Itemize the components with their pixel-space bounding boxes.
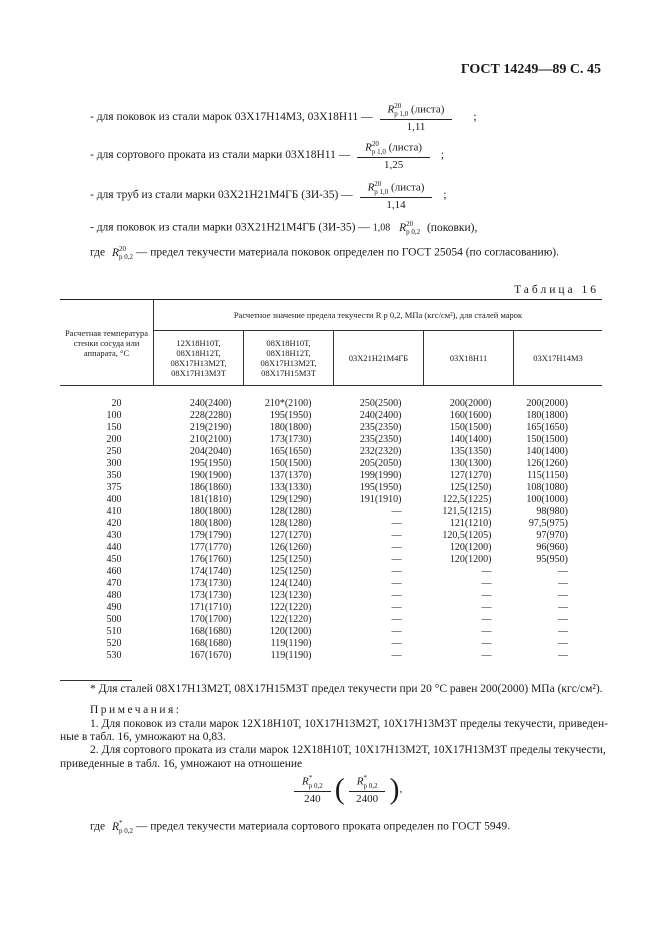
value-cell: 240(2400) [189, 398, 232, 409]
value-cell: 150(1500) [449, 422, 492, 433]
value-cell: 235(2350) [359, 434, 402, 445]
value-cell: 195(1950) [359, 482, 402, 493]
num-suffix: (листа) [391, 181, 425, 194]
value-cell: — [391, 554, 402, 565]
value-cell: 174(1740) [189, 566, 232, 577]
temperature-cell: 375 [106, 482, 122, 493]
value-cell: 186(1860) [189, 482, 232, 493]
value-cell: 127(1270) [269, 530, 312, 541]
yield-strength-table [60, 299, 602, 662]
r-symbol: R [365, 141, 372, 154]
value-cell: — [558, 566, 568, 577]
value-cell: 167(1670) [189, 650, 232, 661]
value-cell: 171(1710) [189, 602, 232, 613]
fraction-2 [357, 140, 430, 171]
table-row [60, 410, 602, 422]
value-cell: 108(1080) [526, 482, 568, 493]
left-paren: ( [334, 772, 345, 806]
temperature-cell: 510 [106, 626, 122, 637]
value-cell: 122(1220) [269, 602, 312, 613]
value-cell: — [391, 590, 402, 601]
value-cell: — [391, 614, 402, 625]
value-cell: 120(1200) [269, 626, 312, 637]
star: * [119, 819, 123, 827]
note-2-line-b: приведенные в табл. 16, умножают на отношение [60, 758, 303, 770]
col-temperature-header: Расчетная температура стенки сосуда или аппарата, °С [60, 300, 154, 386]
where-rest: — предел текучести материала поковок определен по ГОСТ 25054 (по согласованию). [135, 246, 560, 259]
value-cell: 125(1250) [449, 482, 492, 493]
value-cell: 128(1280) [269, 518, 312, 529]
value-cell: 97(970) [536, 530, 568, 541]
note-1-line-a: 1. Для поковок из стали марок 12Х18Н10Т, 10Х17Н13М2Т, 10Х17Н13М3Т пределы текучести, приведен- [90, 718, 608, 730]
where-line-2 [90, 819, 510, 835]
value-cell: 119(1190) [270, 650, 312, 661]
line-2-tail: ; [440, 149, 445, 162]
value-cell: — [558, 650, 568, 661]
where-rest: — предел текучести материала сортового проката определен по ГОСТ 5949. [135, 820, 511, 833]
value-cell: 181(1810) [189, 494, 232, 505]
table-caption: Таблица 16 [514, 284, 599, 296]
value-cell: 120(1200) [449, 554, 492, 565]
value-cell: 210*(2100) [264, 398, 312, 409]
line-3-prefix: - для труб из стали марки 03Х21Н21М4ГБ (ЗИ-35) — [90, 189, 353, 202]
value-cell: 140(1400) [449, 434, 492, 445]
table-row [60, 542, 602, 554]
sub-header-4: 03Х18Н11 [424, 331, 514, 386]
value-cell: 135(1350) [449, 446, 492, 457]
sub-p10: p 1,0 [371, 148, 386, 156]
temperature-cell: 200 [106, 434, 122, 445]
value-cell: 150(1500) [269, 458, 312, 469]
temperature-cell: 470 [106, 578, 122, 589]
value-cell: 122(1220) [269, 614, 312, 625]
value-cell: 120(1200) [449, 542, 492, 553]
where-line-1 [90, 245, 559, 261]
value-cell: 97,5(975) [528, 518, 568, 529]
table-row [60, 506, 602, 518]
value-cell: 250(2500) [359, 398, 402, 409]
num-suffix: (листа) [411, 103, 445, 116]
temperature-cell: 400 [106, 494, 122, 505]
table-row [60, 602, 602, 614]
formula-line-2 [90, 140, 444, 171]
sup-20: 20 [406, 220, 414, 228]
table-row [60, 458, 602, 470]
sub-p02: p 0,2 [363, 782, 378, 790]
table-row [60, 590, 602, 602]
value-cell: 173(1730) [269, 434, 312, 445]
line-4-prefix: - для поковок из стали марки 03Х21Н21М4ГБ (ЗИ-35) — [90, 221, 370, 234]
value-cell: 98(980) [536, 506, 568, 517]
value-cell: 137(1370) [269, 470, 312, 481]
table-row [60, 638, 602, 650]
value-cell: — [558, 602, 568, 613]
line-3-tail: ; [443, 189, 447, 202]
value-cell: 125(1250) [269, 566, 312, 577]
fraction-3 [360, 180, 433, 211]
value-cell: 115(1150) [527, 470, 568, 481]
formula-den-2: 2400 [356, 793, 379, 805]
value-cell: 121(1210) [449, 518, 492, 529]
footnote: * Для сталей 08Х17Н13М2Т, 08Х17Н15М3Т предел текучести при 20 °С равен 200(2000) МПа (кгс/см²). [90, 683, 603, 695]
formula-fraction-2 [349, 774, 386, 805]
value-cell: — [558, 590, 568, 601]
value-cell: — [391, 638, 402, 649]
value-cell: 205(2050) [359, 458, 402, 469]
value-cell: 177(1770) [189, 542, 232, 553]
value-cell: — [481, 590, 492, 601]
formula-tail: , [399, 783, 403, 796]
table-row [60, 578, 602, 590]
value-cell: 129(1290) [269, 494, 312, 505]
sub-p02: p 0,2 [119, 253, 134, 261]
value-cell: 120,5(1205) [442, 530, 492, 541]
value-cell: 170(1700) [189, 614, 232, 625]
value-cell: — [558, 614, 568, 625]
value-cell: — [481, 602, 492, 613]
temperature-cell: 520 [106, 638, 122, 649]
value-cell: 195(1950) [189, 458, 232, 469]
value-cell: 228(2280) [189, 410, 232, 421]
r-symbol: R [356, 775, 364, 788]
sub-header-2: 08Х18Н10Т, 08Х18Н12Т, 08Х17Н13М2Т, 08Х17Н15М3Т [244, 331, 334, 386]
value-cell: 179(1790) [189, 530, 232, 541]
value-cell: 219(2190) [189, 422, 232, 433]
value-cell: 180(1800) [269, 422, 312, 433]
temperature-cell: 430 [106, 530, 122, 541]
formula-fraction-1 [294, 774, 331, 805]
sub-header-3: 03Х21Н21М4ГБ [334, 331, 424, 386]
footnote-rule [60, 680, 132, 681]
value-cell: 180(1800) [189, 518, 232, 529]
table-row [60, 470, 602, 482]
value-cell: — [391, 530, 402, 541]
temperature-cell: 250 [106, 446, 122, 457]
temperature-cell: 20 [111, 398, 122, 409]
value-cell: 100(1000) [526, 494, 568, 505]
formula-den-1: 240 [304, 793, 321, 805]
sub-p02: p 0,2 [119, 827, 134, 835]
value-cell: 240(2400) [359, 410, 402, 421]
sub-p10: p 1,0 [374, 188, 389, 196]
value-cell: — [558, 578, 568, 589]
value-cell: — [481, 578, 492, 589]
value-cell: 133(1330) [269, 482, 312, 493]
value-cell: 122,5(1225) [442, 494, 492, 505]
note-2-line-a: 2. Для сортового проката из стали марок 12Х18Н10Т, 10Х17Н13М2Т, 10Х17Н13М3Т пределы текучести, [90, 744, 606, 756]
value-cell: 173(1730) [189, 590, 232, 601]
value-cell: 180(1800) [189, 506, 232, 517]
value-cell: 165(1650) [526, 422, 568, 433]
sub-p10: p 1,0 [394, 110, 409, 118]
table-row [60, 626, 602, 638]
denominator: 1,11 [406, 121, 426, 133]
denominator: 1,25 [383, 159, 404, 171]
value-cell: 130(1300) [449, 458, 492, 469]
formula-line-1 [90, 102, 477, 133]
value-cell: — [481, 566, 492, 577]
r-symbol: R [111, 820, 120, 833]
fraction-1 [380, 102, 453, 133]
value-cell: — [481, 626, 492, 637]
table-row [60, 422, 602, 434]
value-cell: — [558, 638, 568, 649]
table-row [60, 482, 602, 494]
table-row [60, 614, 602, 626]
value-cell: 126(1260) [526, 458, 568, 469]
table-row [60, 566, 602, 578]
r-symbol: R [302, 775, 309, 788]
temperature-cell: 420 [106, 518, 122, 529]
line-2-prefix: - для сортового проката из стали марки 03Х18Н11 — [90, 149, 351, 162]
num-suffix: (листа) [388, 141, 423, 154]
value-cell: 190(1900) [189, 470, 232, 481]
sup-20: 20 [394, 102, 402, 110]
value-cell: — [558, 626, 568, 637]
value-cell: — [391, 578, 402, 589]
value-cell: — [391, 602, 402, 613]
value-cell: 127(1270) [449, 470, 492, 481]
value-cell: 119(1190) [270, 638, 312, 649]
table-row [60, 446, 602, 458]
value-cell: 121,5(1215) [442, 506, 492, 517]
value-cell: 232(2320) [359, 446, 402, 457]
table-row [60, 434, 602, 446]
r-symbol: R [399, 221, 407, 234]
formula-line-4 [90, 220, 477, 236]
table-row [60, 530, 602, 542]
value-cell: 204(2040) [189, 446, 232, 457]
value-cell: — [391, 566, 402, 577]
value-cell: — [481, 638, 492, 649]
table-row [60, 494, 602, 506]
value-cell: — [391, 542, 402, 553]
temperature-cell: 440 [106, 542, 122, 553]
value-cell: 195(1950) [269, 410, 312, 421]
sub-p02: p 0,2 [308, 782, 323, 790]
value-cell: — [391, 506, 402, 517]
value-cell: 123(1230) [269, 590, 312, 601]
sup-20: 20 [371, 140, 379, 148]
line-4-tail: (поковки), [426, 221, 478, 234]
note-1-line-b: ные в табл. 16, умножают на 0,83. [60, 731, 226, 743]
temperature-cell: 490 [106, 602, 122, 613]
ratio-formula [290, 774, 402, 805]
r-symbol: R [111, 246, 120, 259]
temperature-cell: 500 [106, 614, 122, 625]
page-header: ГОСТ 14249—89 С. 45 [460, 62, 601, 77]
star: * [308, 774, 313, 782]
temperature-cell: 450 [106, 554, 122, 565]
line-1-prefix: - для поковок из стали марок 03Х17Н14М3, 03Х18Н11 — [90, 111, 373, 124]
value-cell: 199(1990) [359, 470, 402, 481]
table-row [60, 554, 602, 566]
value-cell: 140(1400) [526, 446, 568, 457]
value-cell: 96(960) [536, 542, 568, 553]
sup-20: 20 [119, 245, 127, 253]
value-cell: 125(1250) [269, 554, 312, 565]
star: * [363, 774, 367, 782]
temperature-cell: 100 [106, 410, 122, 421]
formula-line-3 [90, 180, 447, 211]
value-cell: 150(1500) [526, 434, 568, 445]
value-cell: — [391, 518, 402, 529]
value-cell: 191(1910) [359, 494, 402, 505]
value-cell: 200(2000) [526, 398, 568, 409]
value-cell: — [481, 650, 492, 661]
temperature-cell: 300 [106, 458, 122, 469]
value-cell: 160(1600) [449, 410, 492, 421]
value-cell: 180(1800) [526, 410, 568, 421]
group-header: Расчетное значение предела текучести R p 0,2, МПа (кгс/см²), для сталей марок [154, 300, 603, 331]
sub-header-5: 03Х17Н14М3 [514, 331, 603, 386]
right-paren: ) [389, 772, 400, 806]
table-row [60, 518, 602, 530]
value-cell: 124(1240) [269, 578, 312, 589]
value-cell: 168(1680) [189, 638, 232, 649]
sup-20: 20 [374, 180, 382, 188]
value-cell: 128(1280) [269, 506, 312, 517]
r-symbol: R [387, 103, 395, 116]
value-cell: 210(2100) [189, 434, 232, 445]
value-cell: 235(2350) [359, 422, 402, 433]
table-row [60, 650, 602, 662]
value-cell: 176(1760) [189, 554, 232, 565]
value-cell: — [481, 614, 492, 625]
value-cell: 173(1730) [189, 578, 232, 589]
where-lead: где [90, 820, 106, 833]
value-cell: — [391, 626, 402, 637]
value-cell: 200(2000) [449, 398, 492, 409]
temperature-cell: 480 [106, 590, 122, 601]
r-symbol: R [367, 181, 375, 194]
temperature-cell: 460 [106, 566, 122, 577]
value-cell: 95(950) [536, 554, 568, 565]
coefficient: 1,08 [372, 222, 391, 234]
where-lead: где [90, 246, 106, 259]
temperature-cell: 350 [106, 470, 122, 481]
sub-p02: p 0,2 [406, 228, 421, 236]
line-1-tail: ; [473, 111, 477, 124]
notes-title: Примечания: [90, 704, 182, 716]
sub-header-1: 12Х18Н10Т, 08Х18Н12Т, 08Х17Н13М2Т, 08Х17Н13М3Т [154, 331, 244, 386]
value-cell: — [391, 650, 402, 661]
temperature-cell: 530 [106, 650, 122, 661]
temperature-cell: 150 [106, 422, 122, 433]
value-cell: 168(1680) [189, 626, 232, 637]
table-row [60, 386, 602, 411]
temperature-cell: 410 [106, 506, 122, 517]
value-cell: 165(1650) [269, 446, 312, 457]
value-cell: 126(1260) [269, 542, 312, 553]
denominator: 1,14 [386, 199, 406, 211]
